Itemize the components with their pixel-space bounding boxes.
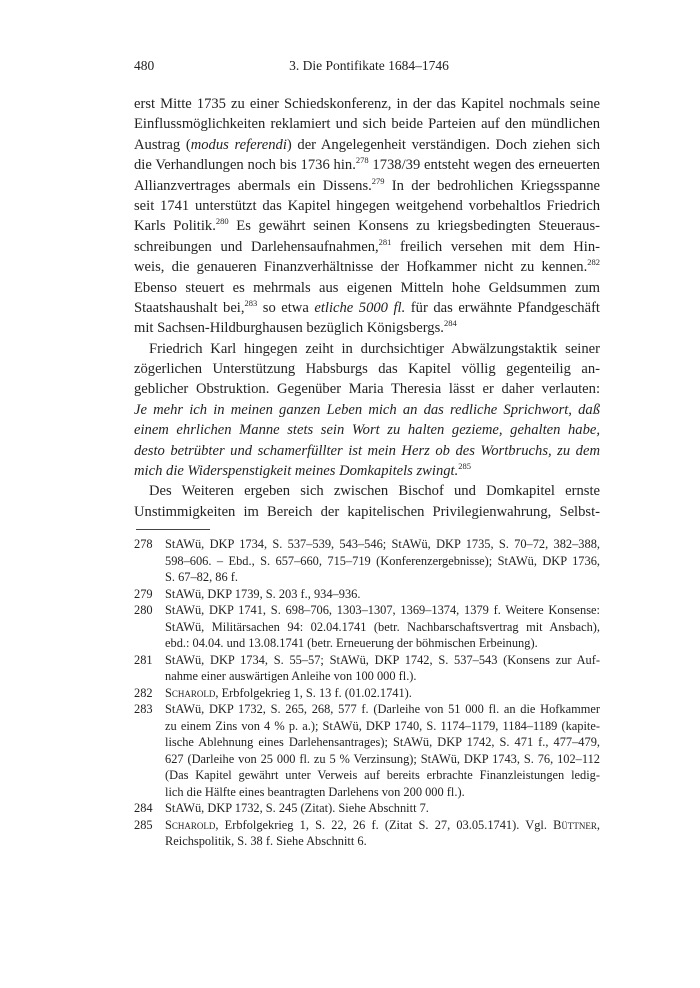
page-number: 480 xyxy=(134,58,155,73)
quote-line: Je mehr ich in meinen ganzen Leben mich an das redliche Sprichwort, daß xyxy=(134,401,600,418)
footnote: 283 StAWü, DKP 1732, S. 265, 268, 577 f. (Darleihe von 51 000 fl. an die Hofkammer zu einem Zins von 4 % p. a.); StAWü, DKP 1740, S. 1174–1179, 1184–1189 (kapite- lische Ablehnung eines Darlehensantrages); StAWü, DKP 1742, S. 471 f., 477–479, 627 (Darleihe von 25 000 fl. zu 5 % Verzinsung); StAWü, DKP 1743, S. 76, 102–112 (Das Kapitel gewährt unter Verweis auf bereits erbrachte Finanzleistungen ledig- lich die Hälfte eines beantragten Darlehens von 200 000 fl.). xyxy=(134,702,600,799)
text-line: geblicher Obstruktion. Gegenüber Maria Theresia lässt er daher verlauten: xyxy=(134,381,600,398)
text-line: Unstimmigkeiten im Bereich der kapitelischen Privilegienwahrung, Selbst- xyxy=(134,503,600,520)
footnote-number: 285 xyxy=(134,817,153,832)
footnote: 284 StAWü, DKP 1732, S. 245 (Zitat). Siehe Abschnitt 7. xyxy=(134,801,429,815)
text-line: erst Mitte 1735 zu einer Schiedskonferenz, in der das Kapitel nochmals seine xyxy=(134,96,600,112)
footnote-number: 282 xyxy=(134,685,153,700)
footnote: 285 Scharold, Erbfolgekrieg 1, S. 22, 26 f. (Zitat S. 27, 03.05.1741). Vgl. Büttner, Reichspolitik, S. 38 f. Siehe Abschnitt 6. xyxy=(134,817,600,848)
text-line: seit 1741 unterstützt das Kapitel hingegen weitgehend vorbehaltlos Friedrich xyxy=(134,197,600,214)
quote-line: mich die Widerspenstigkeit meines Domkapitels zwingt.$^{285}$ xyxy=(134,461,472,480)
footnote-number: 283 xyxy=(134,702,153,716)
text-line: weis, die genaueren Finanzverhältnisse der Hofkammer nicht zu kennen.$^{282}$ xyxy=(134,257,600,276)
page-header xyxy=(134,58,604,76)
footnote-number: 280 xyxy=(134,603,153,617)
latin-term: modus referendi xyxy=(190,136,287,153)
text-line: mit Sachsen-Hildburghausen bezüglich Königsbergs.$^{284}$ xyxy=(134,318,457,337)
text-line: schreibungen und Darlehensaufnahmen,$^{281}$ freilich versehen mit dem Hin- xyxy=(134,236,601,255)
text-line: Friedrich Karl hingegen zeiht in durchsichtiger Abwälzungstaktik seiner xyxy=(149,340,600,357)
text-line: Staatshaushalt bei,$^{283}$ so etwa etliche 5000 fl. für das erwähnte Pfandgeschäft xyxy=(134,297,600,316)
main-text xyxy=(134,94,600,522)
footnote-number: 284 xyxy=(134,801,153,815)
footnote: 279 StAWü, DKP 1739, S. 203 f., 934–936. xyxy=(134,586,361,601)
quote-line: desto betrübter und schamerfüllter ist mein Herz ob des Wortbruchs, zu dem xyxy=(134,442,600,459)
text-line: Austrag (modus referendi) der Angelegenheit verständigen. Doch ziehen sich xyxy=(134,136,600,153)
footnote: 282 Scharold, Erbfolgekrieg 1, S. 13 f. (01.02.1741). xyxy=(134,685,412,700)
footnote-ref: 279 xyxy=(371,175,385,186)
footnote-separator xyxy=(136,529,210,530)
text-line: Einflussmöglichkeiten reklamiert und sich beide Parteien auf den mündlichen xyxy=(134,116,600,133)
text-line: Ebenso steuert es mehrmals aus eigenen Mitteln hohe Geldsummen zum xyxy=(134,279,600,296)
footnotes xyxy=(134,536,600,850)
footnote: 280 StAWü, DKP 1741, S. 698–706, 1303–1307, 1369–1374, 1379 f. Weitere Konsense: StAWü, Militärsachen 94: 02.04.1741 (betr. Nachbarschaftsvertrag mit Ansbach), ebd.: 04.04. und 13.08.1741 (betr. Erneuerung der böhmischen Erbeinung). xyxy=(134,603,600,650)
quote-line: einem ehrlichen Manne stets sein Wort zu halten gezieme, gehalten habe, xyxy=(134,422,600,439)
running-head: 3. Die Pontifikate 1684–1746 xyxy=(289,58,449,73)
footnote: 281 StAWü, DKP 1734, S. 55–57; StAWü, DKP 1742, S. 537–543 (Konsens zur Auf- nahme einer auswärtigen Anleihe von 100 000 fl.). xyxy=(134,652,600,683)
text-line: Des Weiteren ergeben sich zwischen Bischof und Domkapitel ernste xyxy=(149,483,600,500)
footnote-number: 279 xyxy=(134,586,153,601)
footnote-ref: 283 xyxy=(244,297,258,308)
author-name: Scharold xyxy=(165,817,216,832)
text-line: zögerlichen Unterstützung Habsburgs das Kapitel völlig gegenteilig an- xyxy=(134,361,600,378)
text-line: Karls Politik.$^{280}$ Es gewährt seinen Konsens zu kriegsbedingten Steueraus- xyxy=(134,216,600,235)
footnote-number: 281 xyxy=(134,652,153,667)
text-line: die Verhandlungen noch bis 1736 hin.$^{278}$ 1738/39 entsteht wegen des erneuerten xyxy=(134,155,600,174)
footnote-ref: 284 xyxy=(443,318,457,329)
footnote: 278 StAWü, DKP 1734, S. 537–539, 543–546; StAWü, DKP 1735, S. 70–72, 382–388, 598–606. – Ebd., S. 657–660, 715–719 (Konferenzergebnisse); StAWü, DKP 1736, S. 67–82, 86 f. xyxy=(134,537,600,584)
footnote-ref: 282 xyxy=(587,257,600,268)
footnote-ref: 281 xyxy=(378,236,392,247)
footnote-ref: 278 xyxy=(355,155,369,166)
footnote-ref: 280 xyxy=(215,216,229,227)
quoted-amount: etliche 5000 fl. xyxy=(314,299,406,316)
footnote-number: 278 xyxy=(134,537,153,551)
text-line: Allianzvertrages abermals ein Dissens.$^{279}$ In der bedrohlichen Kriegsspanne xyxy=(134,175,601,194)
author-name: Büttner xyxy=(553,817,597,832)
author-name: Scharold xyxy=(165,685,216,700)
footnote-ref: 285 xyxy=(458,461,472,472)
